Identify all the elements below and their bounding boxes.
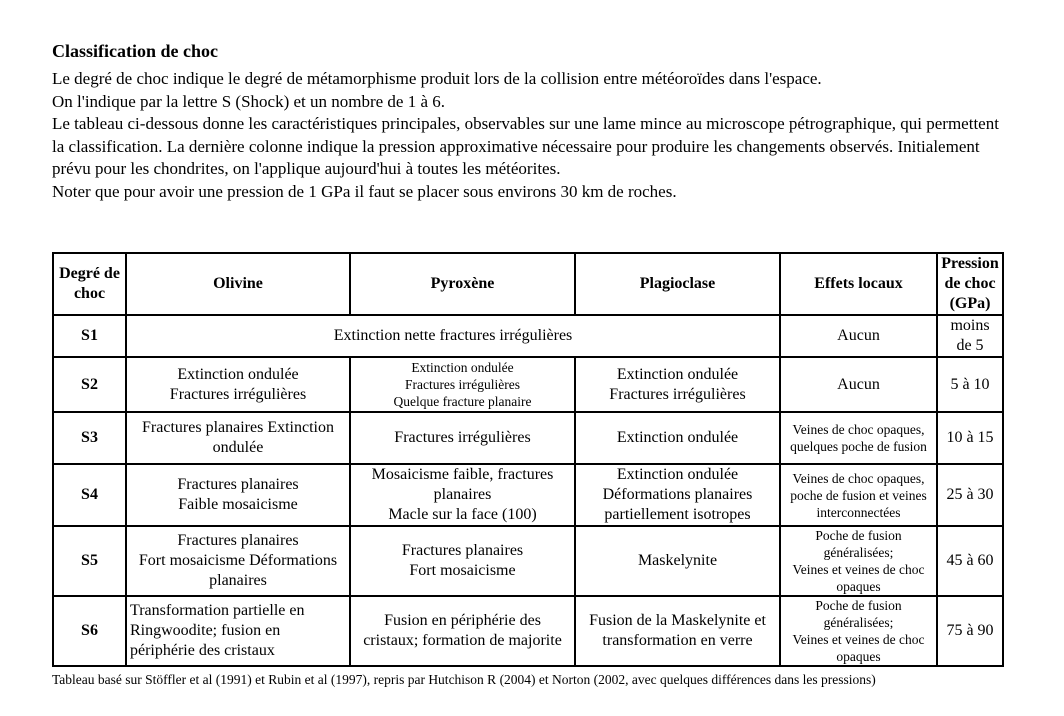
cell-pressure: moins de 5 <box>937 315 1003 357</box>
cell-plagioclase: Extinction ondulée Fractures irrégulières <box>575 357 780 412</box>
table-row <box>53 526 1003 596</box>
cell-plagioclase: Fusion de la Maskelynite et transformation en verre <box>575 596 780 666</box>
table-source-footnote: Tableau basé sur Stöffler et al (1991) et Rubin et al (1997), repris par Hutchison R (2004) et Norton (2002, avec quelques différences dans les pressions) <box>52 672 876 687</box>
header-pyroxene: Pyroxène <box>350 253 575 315</box>
intro-paragraph: On l'indique par la lettre S (Shock) et un nombre de 1 à 6. <box>52 91 446 111</box>
cell-pyroxene: Fractures planaires Fort mosaicisme <box>350 526 575 596</box>
cell-pyroxene: Mosaicisme faible, fractures planaires Macle sur la face (100) <box>350 464 575 526</box>
cell-degree: S5 <box>53 526 126 596</box>
header-degree: Degré de choc <box>53 253 126 315</box>
table-row <box>53 357 1003 412</box>
cell-degree: S2 <box>53 357 126 412</box>
header-plagioclase: Plagioclase <box>575 253 780 315</box>
cell-pyroxene: Fusion en périphérie des cristaux; formation de majorite <box>350 596 575 666</box>
cell-pressure: 10 à 15 <box>937 412 1003 464</box>
document-body <box>52 40 1012 203</box>
cell-pressure: 75 à 90 <box>937 596 1003 666</box>
header-pressure: Pression de choc (GPa) <box>937 253 1003 315</box>
cell-olivine: Transformation partielle en Ringwoodite; fusion en périphérie des cristaux <box>126 596 350 666</box>
cell-pyroxene: Fractures irrégulières <box>350 412 575 464</box>
cell-plagioclase: Extinction ondulée <box>575 412 780 464</box>
cell-merged-minerals: Extinction nette fractures irrégulières <box>126 315 780 357</box>
cell-pyroxene: Extinction ondulée Fractures irrégulières Quelque fracture planaire <box>350 357 575 412</box>
cell-effects: Poche de fusion généralisées; Veines et veines de choc opaques <box>780 596 937 666</box>
cell-plagioclase: Extinction ondulée Déformations planaires partiellement isotropes <box>575 464 780 526</box>
page-title: Classification de choc <box>52 41 218 61</box>
cell-degree: S6 <box>53 596 126 666</box>
cell-pressure: 5 à 10 <box>937 357 1003 412</box>
cell-plagioclase: Maskelynite <box>575 526 780 596</box>
cell-olivine: Fractures planaires Extinction ondulée <box>126 412 350 464</box>
cell-degree: S4 <box>53 464 126 526</box>
table-header-row <box>53 253 1003 315</box>
intro-paragraph: Le tableau ci-dessous donne les caractéristiques principales, observables sur une lame mince au microscope pétrographique, qui permettent la classification. La dernière colonne indique la pression approximative nécessaire pour produire les changements observés. Initialement prévu pour les chondrites, on l'applique aujourd'hui à toutes les météorites. <box>52 114 999 178</box>
cell-effects: Veines de choc opaques, poche de fusion et veines interconnectées <box>780 464 937 526</box>
cell-pressure: 25 à 30 <box>937 464 1003 526</box>
header-olivine: Olivine <box>126 253 350 315</box>
cell-effects: Veines de choc opaques, quelques poche de fusion <box>780 412 937 464</box>
cell-effects: Poche de fusion généralisées; Veines et veines de choc opaques <box>780 526 937 596</box>
table-row <box>53 464 1003 526</box>
table-row <box>53 315 1003 357</box>
intro-paragraph: Le degré de choc indique le degré de métamorphisme produit lors de la collision entre météoroïdes dans l'espace. <box>52 69 822 88</box>
shock-classification-table <box>52 252 1004 667</box>
cell-degree: S3 <box>53 412 126 464</box>
intro-paragraph: Noter que pour avoir une pression de 1 GPa il faut se placer sous environs 30 km de roches. <box>52 181 677 201</box>
cell-degree: S1 <box>53 315 126 357</box>
table-row <box>53 596 1003 666</box>
cell-olivine: Fractures planaires Fort mosaicisme Déformations planaires <box>126 526 350 596</box>
cell-effects: Aucun <box>780 315 937 357</box>
header-effects: Effets locaux <box>780 253 937 315</box>
cell-olivine: Fractures planaires Faible mosaicisme <box>126 464 350 526</box>
table-row <box>53 412 1003 464</box>
cell-olivine: Extinction ondulée Fractures irrégulières <box>126 357 350 412</box>
intro-text <box>52 68 1012 203</box>
cell-effects: Aucun <box>780 357 937 412</box>
cell-pressure: 45 à 60 <box>937 526 1003 596</box>
